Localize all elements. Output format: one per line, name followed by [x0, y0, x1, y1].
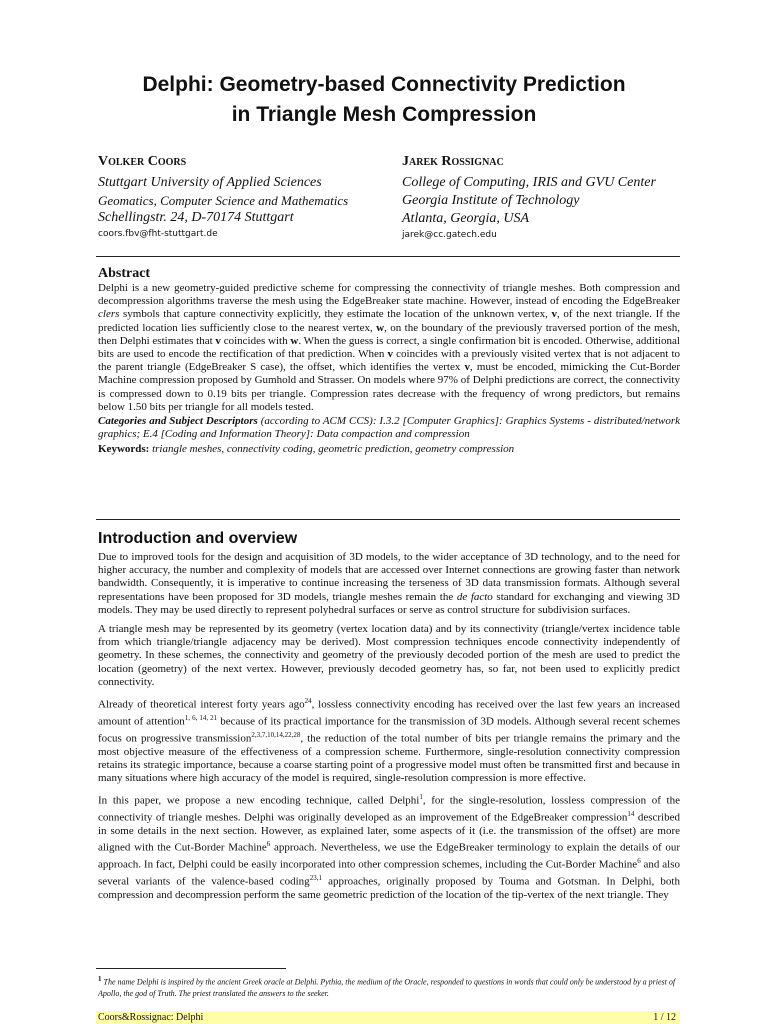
- footnote: $^1$ The name Delphi is inspired by the ancient Greek oracle at Delphi. Pythia, the medium of the Oracle, responded to questions in words that could only be understood by a priest of Apollo, the god of Truth. The priest translated the answers to the seeker.: [98, 975, 676, 998]
- author-name: Jarek Rossignac: [402, 154, 504, 169]
- author-block-1: [98, 154, 388, 241]
- divider: [96, 519, 680, 520]
- author-dept: Geomatics, Computer Science and Mathematics: [98, 193, 349, 208]
- abstract-section: [98, 266, 680, 457]
- intro-paragraph-2: A triangle mesh may be represented by its geometry (vertex location data) and by its connectivity (triangle/vertex incidence table from which triangle/triangle adjacency may be derived). Most compression techniques encode connectivity independently of geometry. In these schemes, the connectivity and geometry of the previously decoded portion of the mesh are used to predict the location (geometry) of the next vertex. However, previously decoded geometry has, so far, not been used to explicitly predict connectivity.: [98, 623, 680, 688]
- title-line-1: Delphi: Geometry-based Connectivity Prediction: [142, 73, 626, 96]
- categories: Categories and Subject Descriptors (according to ACM CCS): I.3.2 [Computer Graphics]: Graphics Systems - distributed/network graphics; E.4 [Coding and Information Theory]: Data compaction and compression: [98, 415, 681, 441]
- page-footer: [96, 1011, 680, 1024]
- abstract-heading: Abstract: [98, 266, 151, 281]
- author-dept: Georgia Institute of Technology: [402, 193, 580, 208]
- intro-paragraph-3: Already of theoretical interest forty years ago$^{24}$, lossless connectivity encoding has received over the last few years an increased amount of attention$^{1, 6, 14, 21}$ because of its practical importance for the transmission of 3D models. Although several recent schemes focus on progressive transmission$^{2,3,7,10,14,22,28}$, the reduction of the total number of bits per triangle remains the primary and the most objective measure of the effectiveness of a compression scheme. Furthermore, single-resolution connectivity compression retains its strategic importance, because a coarse starting point of a progressive model must often be transmitted first and because in many situations where high accuracy of the model is required, single-resolution compression is more effective.: [98, 697, 680, 785]
- introduction-section: [98, 530, 680, 902]
- intro-paragraph-1: Due to improved tools for the design and acquisition of 3D models, to the wider acceptance of 3D technology, and to the need for higher accuracy, the number and complexity of models that are accessed over Internet connections are growing faster than network bandwidth. Consequently, it is imperative to continue increasing the terseness of 3D data transmission formats. Although several representations have been proposed for 3D models, triangle meshes remain the de facto standard for exchanging and viewing 3D models. They may be used directly to represent polyhedral surfaces or serve as control structure for subdivision surfaces.: [98, 551, 680, 616]
- divider: [96, 256, 680, 257]
- intro-paragraph-4: In this paper, we propose a new encoding technique, called Delphi$^1$, for the single-resolution, lossless compression of the connectivity of triangle meshes. Delphi was originally developed as an improvement of the EdgeBreaker compression$^{14}$ described in some details in the next section. However, as explained later, some aspects of it (i.e. the transmission of the offset) are more aligned with the Cut-Border Machine$^6$ approach. Nevertheless, we use the EdgeBreaker terminology to explain the details of our approach. In fact, Delphi could be easily incorporated into other compression schemes, including the Cut-Border Machine$^6$ and also several variants of the valence-based coding$^{23,1}$ approaches, originally proposed by Touma and Gotsman. In Delphi, both compression and decompression perform the same geometric prediction of the location of the tip-vertex of the next triangle. They: [98, 793, 680, 901]
- paper-title: [0, 70, 768, 130]
- author-block-2: [402, 154, 702, 242]
- author-affiliation: Stuttgart University of Applied Sciences: [98, 175, 322, 190]
- intro-heading: Introduction and overview: [98, 530, 298, 547]
- author-address: Schellingstr. 24, D-70174 Stuttgart: [98, 210, 294, 225]
- footnote-rule: [96, 968, 286, 969]
- author-email[interactable]: coors.fbv@fht-stuttgart.de: [98, 229, 218, 239]
- author-affiliation: College of Computing, IRIS and GVU Center: [402, 175, 656, 190]
- author-address: Atlanta, Georgia, USA: [402, 211, 530, 226]
- footer-authors: Coors&Rossignac: Delphi: [98, 1012, 204, 1023]
- title-line-2: in Triangle Mesh Compression: [231, 103, 537, 126]
- author-name: Volker Coors: [98, 154, 187, 169]
- keywords: Keywords: triangle meshes, connectivity coding, geometric prediction, geometry compression: [98, 443, 515, 456]
- page-number: 1 / 12: [653, 1012, 676, 1023]
- author-email[interactable]: jarek@cc.gatech.edu: [402, 230, 497, 240]
- abstract-body: Delphi is a new geometry-guided predictive scheme for compressing the connectivity of triangle meshes. Both compression and decompression algorithms traverse the mesh using the EdgeBreaker state machine. However, instead of encoding the EdgeBreaker clers symbols that capture connectivity explicitly, they estimate the location of the unknown vertex, v, of the next triangle. If the predicted location lies sufficiently close to the nearest vertex, w, on the boundary of the previously traversed portion of the mesh, then Delphi estimates that v coincides with w. When the guess is correct, a single confirmation bit is encoded. Otherwise, additional bits are used to encode the rectification of that prediction. When v coincides with a previously visited vertex that is not adjacent to the parent triangle (EdgeBreaker S case), the offset, which identifies the vertex v, must be encoded, mimicking the Cut-Border Machine compression proposed by Gumhold and Strasser. On models where 97% of Delphi predictions are correct, the connectivity is compressed down to 0.19 bits per triangle. Compression rates decrease with the frequency of wrong predictors, but remains below 1.50 bits per triangle for all models tested.: [98, 282, 681, 413]
